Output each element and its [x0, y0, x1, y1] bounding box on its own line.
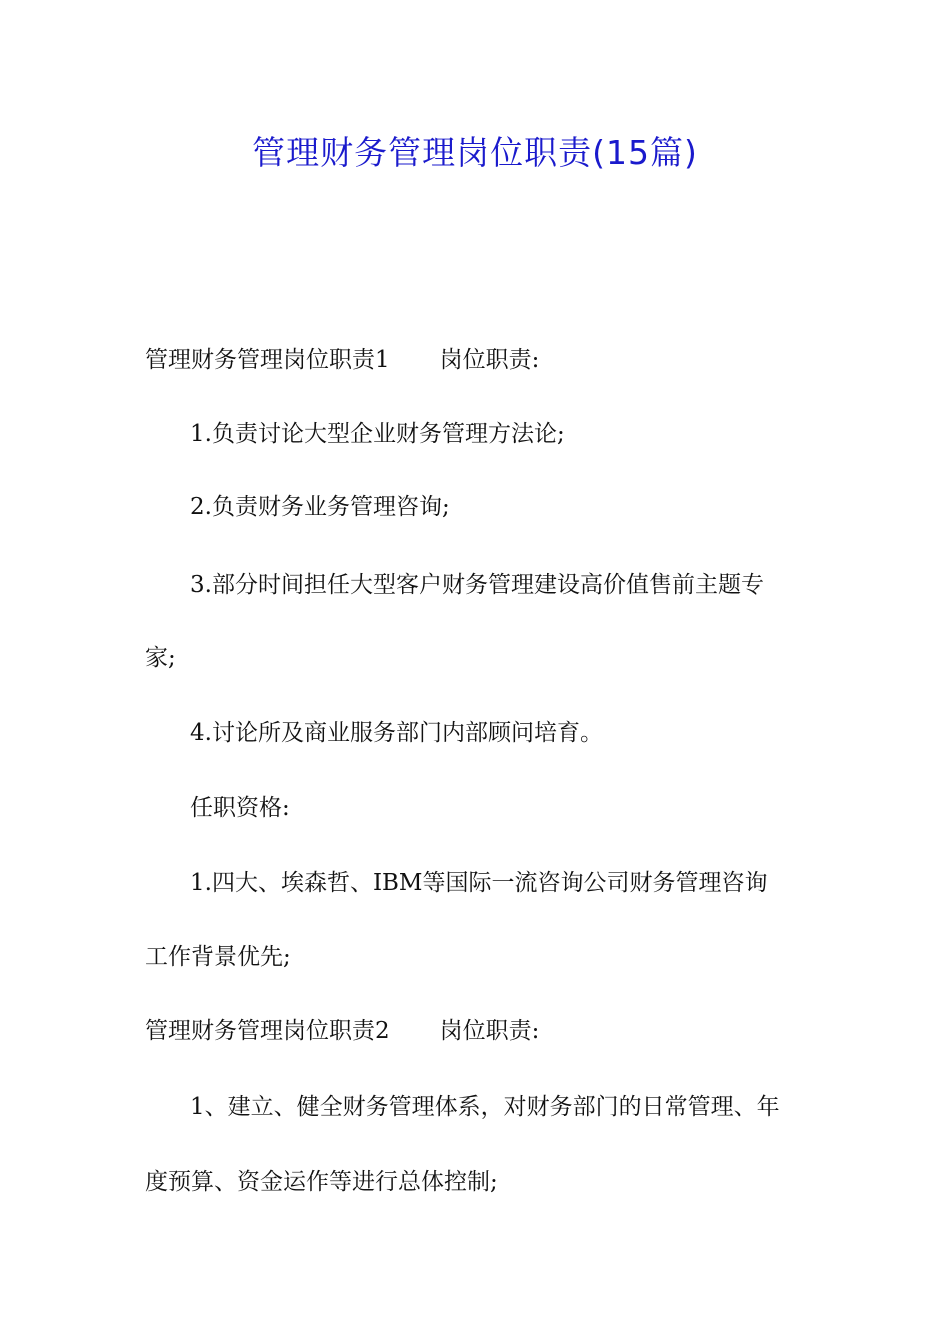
section-heading-label: 管理财务管理岗位职责1 [145, 347, 390, 373]
paragraph-line: 2.负责财务业务管理咨询; [190, 494, 450, 520]
section-heading-1 [145, 340, 815, 380]
paragraph-line: 工作背景优先; [145, 944, 291, 970]
paragraph-line: 3.部分时间担任大型客户财务管理建设高价值售前主题专 [190, 572, 764, 598]
section-heading-label: 管理财务管理岗位职责2 [145, 1018, 390, 1044]
paragraph-line: 任职资格: [190, 795, 290, 821]
paragraph-line: 1、建立、健全财务管理体系，对财务部门的日常管理、年 [190, 1094, 780, 1120]
paragraph-line: 4.讨论所及商业服务部门内部顾问培育。 [190, 720, 603, 746]
section-subheading: 岗位职责: [439, 1018, 540, 1044]
paragraph-line: 1.负责讨论大型企业财务管理方法论; [190, 421, 565, 447]
paragraph-line: 度预算、资金运作等进行总体控制; [145, 1169, 498, 1195]
paragraph-line: 1.四大、埃森哲、IBM等国际一流咨询公司财务管理咨询 [190, 870, 768, 896]
document-title: 管理财务管理岗位职责(15篇) [252, 133, 698, 172]
section-heading-2 [145, 1011, 815, 1051]
paragraph-line: 家; [145, 645, 176, 671]
section-subheading: 岗位职责: [439, 347, 540, 373]
